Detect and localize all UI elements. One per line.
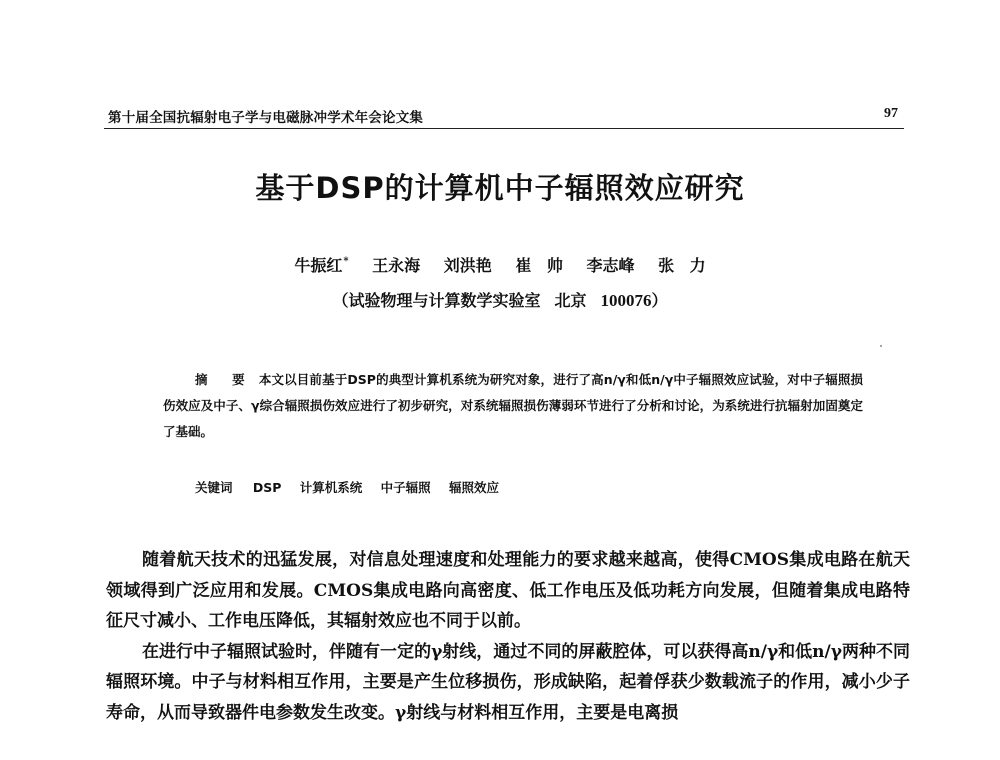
author-name: 牛振红* [294, 256, 349, 275]
body-paragraph: 随着航天技术的迅猛发展，对信息处理速度和处理能力的要求越来越高，使得CMOS集成电路在航天领域得到广泛应用和发展。CMOS集成电路向高密度、低工作电压及低功耗方向发展，但随着集成电路特征尺寸减小、工作电压降低，其辐射效应也不同于以前。 [106, 550, 910, 631]
keyword: DSP [252, 480, 282, 495]
body-paragraph: 在进行中子辐照试验时，伴随有一定的γ射线，通过不同的屏蔽腔体，可以获得高n/γ和低n/γ两种不同辐照环境。中子与材料相互作用，主要是产生位移损伤，形成缺陷，起着俘获少数载流子的作用，减小少子寿命，从而导致器件电参数发生改变。γ射线与材料相互作用，主要是电离损 [106, 641, 910, 723]
author-name: 崔 帅 [515, 256, 563, 275]
keywords [195, 478, 513, 496]
author-name: 张 力 [658, 256, 706, 275]
keyword: 辐照效应 [449, 480, 500, 495]
author-name: 王永海 [372, 256, 421, 275]
postcode: 100076 [600, 291, 652, 310]
keyword: 中子辐照 [380, 480, 431, 495]
author-name: 李志峰 [586, 256, 635, 275]
institution-name: 试验物理与计算数学实验室 [348, 291, 541, 310]
affiliation: （试验物理与计算数学实验室 北京 100076） [332, 291, 668, 310]
abstract-label: 摘 要 [195, 372, 255, 387]
keyword: 计算机系统 [299, 480, 363, 495]
author-name: 刘洪艳 [443, 256, 492, 275]
body-text [106, 545, 910, 728]
page-number: 97 [884, 106, 898, 121]
author-list [0, 253, 1000, 276]
running-header [104, 106, 904, 129]
city-name: 北京 [554, 291, 587, 310]
abstract [163, 367, 863, 445]
keywords-label: 关键词 [195, 480, 233, 495]
conference-name: 第十届全国抗辐射电子学与电磁脉冲学术年会论文集 [108, 110, 424, 126]
abstract-text: 本文以目前基于DSP的典型计算机系统为研究对象，进行了高n/γ和低n/γ中子辐照效应试验，对中子辐照损伤效应及中子、γ综合辐照损伤效应进行了初步研究，对系统辐照损伤薄弱环节进行了分析和讨论，为系统进行抗辐射加固奠定了基础。 [163, 372, 863, 439]
paper-title: 基于DSP的计算机中子辐照效应研究 [255, 171, 745, 205]
corresponding-author-mark: * [343, 256, 349, 267]
scan-speck [880, 345, 882, 347]
